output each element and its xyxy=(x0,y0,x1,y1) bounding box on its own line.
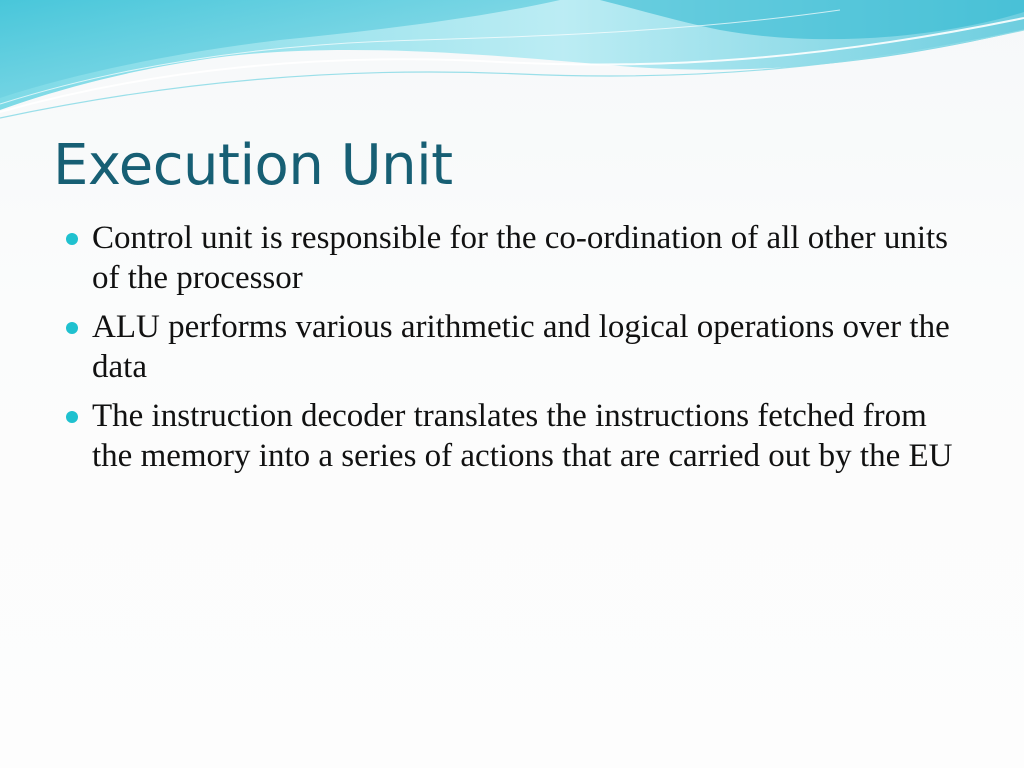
bullet-item xyxy=(92,218,972,298)
wave-header-decoration xyxy=(0,0,1024,130)
bullet-dot-icon xyxy=(66,233,78,245)
bullet-item xyxy=(92,307,972,387)
slide-title: Execution Unit xyxy=(53,133,453,198)
bullet-dot-icon xyxy=(66,322,78,334)
bullet-text: Control unit is responsible for the co-ordination of all other units of the processor xyxy=(92,220,949,296)
bullet-text: The instruction decoder translates the instructions fetched from the memory into a series of actions that are carried out by the EU xyxy=(92,398,953,474)
bullet-text: ALU performs various arithmetic and logical operations over the data xyxy=(92,309,950,385)
bullet-item xyxy=(92,396,972,476)
bullet-list xyxy=(92,218,972,485)
bullet-dot-icon xyxy=(66,411,78,423)
